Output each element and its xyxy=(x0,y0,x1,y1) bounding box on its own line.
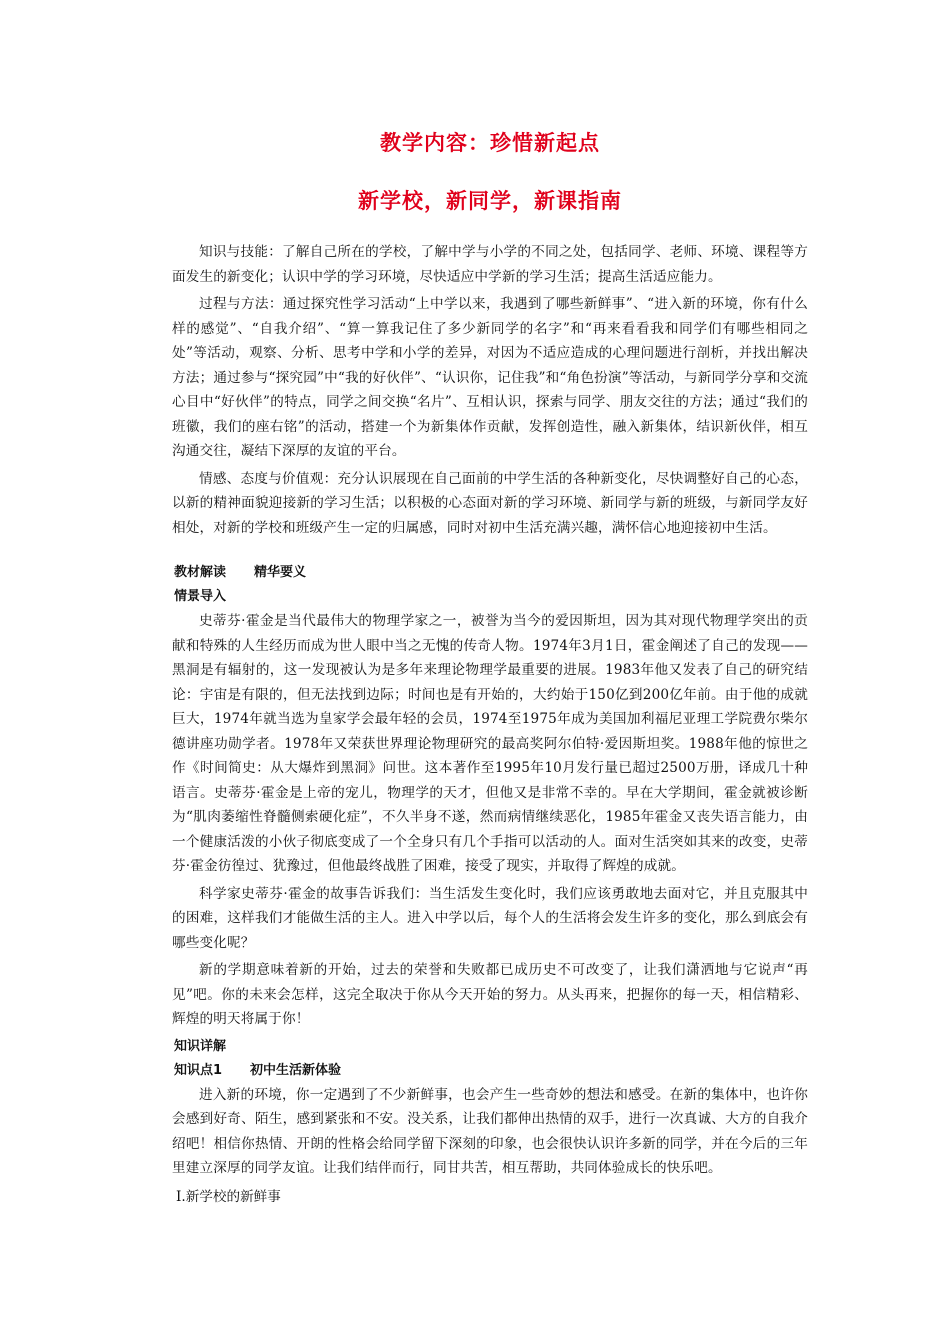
objective-knowledge-skills: 知识与技能：了解自己所在的学校，了解中学与小学的不同之处，包括同学、老师、环境、课程等方面发生的新变化；认识中学的学习环境，尽快适应中学新的学习生活；提高生活适应能力。 xyxy=(172,244,808,285)
document-page xyxy=(172,118,808,1209)
knowledge-point-paragraph: 进入新的环境，你一定遇到了不少新鲜事，也会产生一些奇妙的想法和感受。在新的集体中，也许你会感到好奇、陌生，感到紧张和不安。没关系，让我们都伸出热情的双手，进行一次真诚、大方的自我介绍吧！相信你热情、开朗的性格会给同学留下深刻的印象，也会很快认识许多新的同学，并在今后的三年里建立深厚的同学友谊。让我们结伴而行，同甘共苦，相互帮助，共同体验成长的快乐吧。 xyxy=(172,1086,808,1176)
list-item-new-things: Ⅰ.新学校的新鲜事 xyxy=(176,1188,281,1205)
page-title: 教学内容：珍惜新起点 xyxy=(380,131,600,155)
section-heading-right: 精华要义 xyxy=(254,565,307,580)
page-subtitle: 新学校，新同学，新课指南 xyxy=(358,189,622,213)
section-spacer xyxy=(172,543,808,561)
intro-heading: 情景导入 xyxy=(174,589,227,604)
objective-emotion-values: 情感、态度与价值观：充分认识展现在自己面前的中学生活的各种新变化，尽快调整好自己的心态，以新的精神面貌迎接新的学习生活；以积极的心态面对新的学习环境、新同学与新的班级，与新同学友好相处，对新的学校和班级产生一定的归属感，同时对初中生活充满兴趣，满怀信心地迎接初中生活。 xyxy=(172,470,808,536)
section-heading xyxy=(172,561,808,585)
knowledge-point-heading xyxy=(172,1059,808,1083)
knowledge-point-title: 初中生活新体验 xyxy=(250,1062,342,1078)
intro-paragraph-lesson: 科学家史蒂芬·霍金的故事告诉我们：当生活发生变化时，我们应该勇敢地去面对它，并且克服其中的困难，这样我们才能做生活的主人。进入中学以后，每个人的生活将会发生许多的变化，那么到底会有哪些变化呢？ xyxy=(172,885,808,951)
section-heading-left: 教材解读 xyxy=(174,565,227,580)
objective-process-methods: 过程与方法：通过探究性学习活动“上中学以来，我遇到了哪些新鲜事”、“进入新的环境，你有什么样的感觉”、“自我介绍”、“算一算我记住了多少新同学的名字”和“再来看看我和同学们有哪些相同之处”等活动，观察、分析、思考中学和小学的差异，对因为不适应造成的心理问题进行剖析，并找出解决方法；通过参与“探究园”中“我的好伙伴”、“认识你，记住我”和“角色扮演”等活动，与新同学分享和交流心目中“好伙伴”的特点，同学之间交换“名片”、互相认识，探索与同学、朋友交往的方法；通过“我们的班徽，我们的座右铭”的活动，搭建一个为新集体作贡献，发挥创造性，融入新集体，结识新伙伴，相互沟通交往，凝结下深厚的友谊的平台。 xyxy=(172,296,808,459)
intro-paragraph-new-start: 新的学期意味着新的开始，过去的荣誉和失败都已成历史不可改变了，让我们潇洒地与它说声“再见”吧。你的未来会怎样，这完全取决于你从今天开始的努力。从头再来，把握你的每一天，相信精彩、辉煌的明天将属于你！ xyxy=(172,962,808,1027)
knowledge-point-number: 知识点1 xyxy=(174,1062,223,1078)
intro-paragraph-hawking: 史蒂芬·霍金是当代最伟大的物理学家之一，被誉为当今的爱因斯坦，因为其对现代物理学突出的贡献和特殊的人生经历而成为世人眼中当之无愧的传奇人物。1974年3月1日，霍金阐述了自己的发现——黑洞是有辐射的，这一发现被认为是多年来理论物理学最重要的进展。1983年他又发表了自己的研究结论：宇宙是有限的，但无法找到边际；时间也是有开始的，大约始于150亿到200亿年前。由于他的成就巨大，1974年就当选为皇家学会最年轻的会员，1974至1975年成为美国加利福尼亚理工学院费尔柴尔德讲座功勋学者。1978年又荣获世界理论物理研究的最高奖阿尔伯特·爱因斯坦奖。1988年他的惊世之作《时间简史：从大爆炸到黑洞》问世。这本著作至1995年10月发行量已超过2500万册，译成几十种语言。史蒂芬·霍金是上帝的宠儿，物理学的天才，但他又是非常不幸的。早在大学期间，霍金就被诊断为“肌肉萎缩性脊髓侧索硬化症”，不久半身不遂，然而病情继续恶化，1985年霍金又丧失语言能力，由一个健康活泼的小伙子彻底变成了一个全身只有几个手指可以活动的人。面对生活突如其来的改变，史蒂芬·霍金彷徨过、犹豫过，但他最终战胜了困难，接受了现实，并取得了辉煌的成就。 xyxy=(172,613,808,874)
knowledge-heading: 知识详解 xyxy=(174,1038,227,1054)
